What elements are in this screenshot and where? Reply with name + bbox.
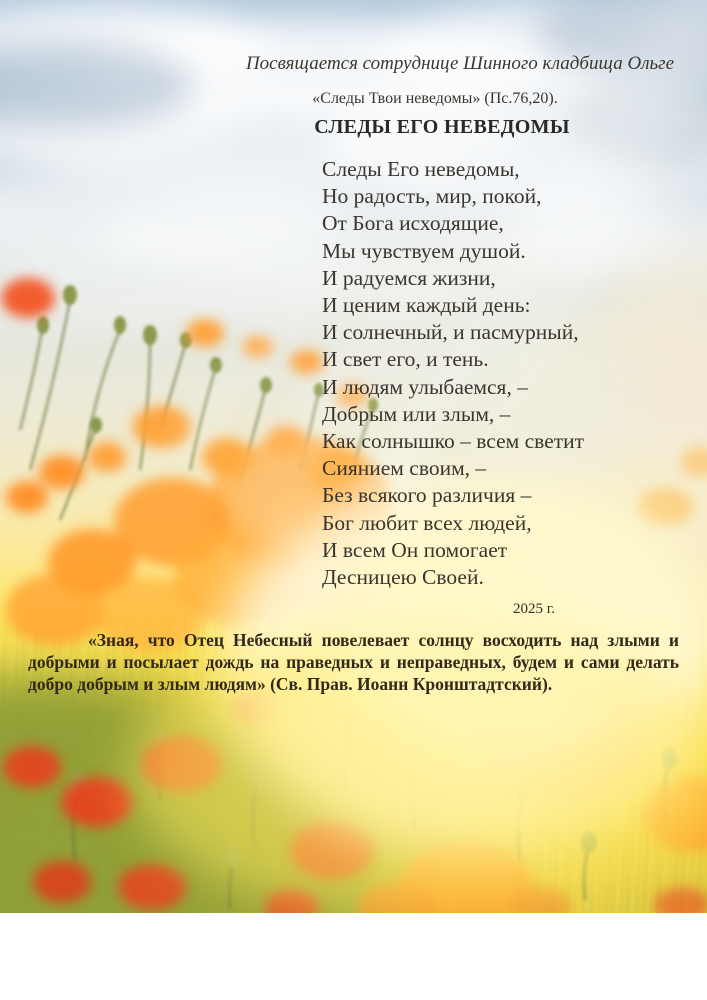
- epigraph-line: «Следы Твои неведомы» (Пс.76,20).: [312, 90, 558, 107]
- poem-line: От Бога исходящие,: [322, 211, 504, 236]
- poem-line: Но радость, мир, покой,: [322, 184, 542, 209]
- poem: [322, 156, 584, 591]
- poem-line: Добрым или злым, –: [322, 401, 511, 426]
- poem-line: Следы Его неведомы,: [322, 157, 520, 181]
- poem-line: И свет его, и тень.: [322, 347, 489, 372]
- poem-line: И радуемся жизни,: [322, 265, 496, 290]
- poem-line: И ценим каждый день:: [322, 293, 531, 318]
- poem-line: Сиянием своим, –: [322, 456, 487, 481]
- dedication-line: Посвящается сотруднице Шинного кладбища Ольге: [245, 53, 675, 74]
- bottom-white-margin: [0, 913, 707, 1000]
- poem-line: И людям улыбаемся, –: [322, 374, 528, 399]
- poem-line: Мы чувствуем душой.: [322, 238, 526, 263]
- quote-paragraph: «Зная, что Отец Небесный повелевает солнцу восходить над злыми и добрыми и посылает дождь на праведных и неправедных, будем и сами делать добро добрым и злым людям» (Св. Прав. Иоанн Кронштадтский).: [28, 630, 679, 694]
- poem-title: СЛЕДЫ ЕГО НЕВЕДОМЫ: [314, 116, 570, 138]
- poem-line: И солнечный, и пасмурный,: [322, 320, 579, 345]
- poem-line: Без всякого различия –: [322, 483, 532, 508]
- year-label: 2025 г.: [513, 601, 555, 617]
- poem-line: Как солнышко – всем светит: [322, 429, 585, 454]
- poem-line: Бог любит всех людей,: [322, 510, 532, 535]
- poem-line: Десницею Своей.: [322, 565, 484, 590]
- poem-line: И всем Он помогает: [322, 537, 508, 562]
